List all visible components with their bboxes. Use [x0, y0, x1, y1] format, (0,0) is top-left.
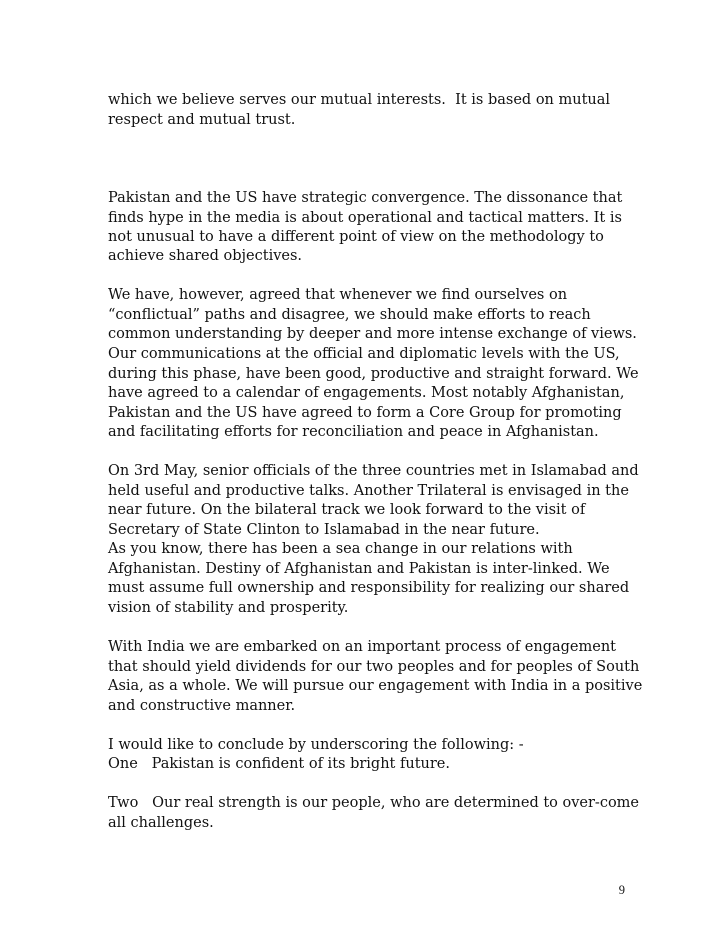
page-number: 9	[618, 883, 625, 897]
text-line: all challenges.	[108, 815, 214, 831]
text-line: vision of stability and prosperity.	[108, 600, 349, 616]
text-line: Pakistan and the US have agreed to form a Core Group for promoting	[108, 405, 622, 421]
text-line: I would like to conclude by underscoring the following: -	[108, 737, 524, 753]
text-line: achieve shared objectives.	[108, 248, 303, 264]
text-line: respect and mutual trust.	[108, 112, 296, 128]
text-line: and facilitating efforts for reconciliation and peace in Afghanistan.	[108, 424, 599, 440]
text-line: common understanding by deeper and more intense exchange of views.	[108, 326, 637, 342]
text-line: near future. On the bilateral track we look forward to the visit of	[108, 502, 586, 518]
text-line: With India we are embarked on an important process of engagement	[108, 639, 617, 655]
text-line: Secretary of State Clinton to Islamabad in the near future.	[108, 522, 540, 538]
text-line: that should yield dividends for our two peoples and for peoples of South	[108, 659, 640, 675]
text-line: Our communications at the official and diplomatic levels with the US,	[108, 346, 620, 362]
text-line: finds hype in the media is about operational and tactical matters. It is	[108, 210, 622, 226]
text-line: held useful and productive talks. Another Trilateral is envisaged in the	[108, 483, 629, 499]
text-line: “conflictual” paths and disagree, we should make efforts to reach	[108, 307, 591, 323]
text-line: Afghanistan. Destiny of Afghanistan and Pakistan is inter-linked. We	[108, 561, 610, 577]
text-line: during this phase, have been good, productive and straight forward. We	[108, 366, 639, 382]
text-line: which we believe serves our mutual interests. It is based on mutual	[108, 92, 611, 108]
text-line: As you know, there has been a sea change in our relations with	[108, 541, 573, 557]
text-line: One Pakistan is confident of its bright future.	[108, 756, 450, 772]
text-line: We have, however, agreed that whenever we find ourselves on	[108, 287, 568, 303]
text-line: must assume full ownership and responsibility for realizing our shared	[108, 580, 630, 596]
text-line: Two Our real strength is our people, who are determined to over-come	[108, 795, 640, 811]
text-line: have agreed to a calendar of engagements. Most notably Afghanistan,	[108, 385, 625, 401]
text-line: and constructive manner.	[108, 698, 296, 714]
text-line: On 3rd May, senior officials of the three countries met in Islamabad and	[108, 463, 639, 479]
text-line: Asia, as a whole. We will pursue our engagement with India in a positive	[108, 678, 643, 694]
text-line: Pakistan and the US have strategic convergence. The dissonance that	[108, 190, 623, 206]
text-line: not unusual to have a different point of view on the methodology to	[108, 229, 604, 245]
